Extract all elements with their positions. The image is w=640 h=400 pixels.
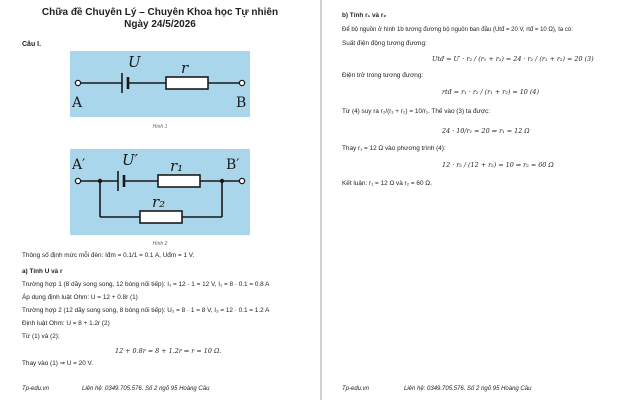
figure-1-caption: Hình 1 (152, 124, 168, 130)
label-r2: r₂ (152, 193, 166, 211)
result-U: Thay vào (1) ⇒ U = 20 V. (22, 360, 94, 367)
right-page (322, 0, 640, 400)
case-1-line: Trường hợp 1 (8 dãy song song, 12 bóng nối tiếp): I₁ = 12 · 1 = 12 V, I₁ = 8 · 0.1 = 0.8 A (22, 281, 270, 288)
label-r: r (181, 59, 189, 77)
document-date: Ngày 24/5/2026 (124, 19, 196, 30)
solve-r1-equation: 24 · 10/r₁ = 20 ⇒ r₁ = 12 Ω (442, 127, 530, 135)
solve-r2-equation: 12 · r₂ / (12 + r₂) = 10 ⇒ r₂ = 60 Ω (442, 161, 554, 169)
ohm-law-2: Định luật Ohm: U = 8 + 1.2r (2) (22, 320, 110, 327)
equation-4: rtđ = r₁ · r₂ / (r₁ + r₂) = 10 (4) (442, 88, 539, 96)
from-1-and-2: Từ (1) và (2): (22, 333, 60, 340)
rated-parameters: Thông số định mức mỗi đèn: Iđm = 0.1/1 = 0.1 A, Uđm = 1 V. (22, 252, 195, 259)
terminal-b: B (236, 95, 247, 111)
equation-3: Utđ = U′ · r₂ / (r₁ + r₂) = 24 · r₂ / (r₁ + r₂) = 20 (3) (432, 55, 594, 63)
case-2-line: Trường hợp 2 (12 dãy song song, 8 bóng nối tiếp): U₂ = 8 · 1 = 8 V, I₂ = 12 · 0.1 = 1.2 A (22, 307, 270, 314)
part-b-heading: b) Tính r₁ và r₂ (342, 12, 387, 19)
terminal-a-prime: A′ (72, 157, 86, 173)
footer-contact: Liên hệ: 0349.705.576. Số 2 ngõ 95 Hoàng Cầu (82, 386, 210, 392)
ohm-law-1: Áp dụng định luật Ohm: U = 12 + 0.8r (1) (22, 294, 138, 301)
resistor-r2 (140, 211, 182, 223)
conclusion: Kết luận: r₁ = 12 Ω và r₂ = 60 Ω. (342, 180, 432, 187)
emf-equivalent-label: Suất điện động tương đương: (342, 40, 427, 47)
solve-r-equation: 12 + 0.8r = 8 + 1.2r ⇒ r = 10 Ω. (115, 347, 222, 355)
substitute-r1-text: Thay r₁ = 12 Ω vào phương trình (4): (342, 145, 446, 152)
terminal-a: A (72, 95, 83, 111)
equivalence-condition: Để bộ nguồn ở hình 1b tương đương bộ nguồn ban đầu (Utđ = 20 V, rtđ = 10 Ω), ta có: (342, 27, 573, 33)
part-a-heading: a) Tính U và r (22, 268, 63, 275)
circuit-figure-1 (70, 51, 250, 117)
figure-2-caption: Hình 2 (152, 241, 168, 247)
footer-site: Tp-edu.vn (22, 386, 50, 392)
terminal-b-prime: B′ (226, 157, 240, 173)
internal-resistance-label: Điện trở trong tương đương: (342, 72, 424, 79)
resistor-r1 (158, 175, 200, 187)
label-U: U (128, 53, 141, 71)
substitution-text: Từ (4) suy ra r₂/(r₁ + r₂) = 10/r₁. Thế vào (3) ta được: (342, 108, 490, 115)
circuit-figure-2 (70, 149, 250, 235)
document-title: Chữa đề Chuyên Lý – Chuyên Khoa học Tự nhiên (41, 7, 279, 18)
label-U-prime: U′ (122, 151, 139, 169)
resistor-r (166, 77, 208, 89)
label-r1: r₁ (170, 157, 184, 175)
footer-site-right: Tp-edu.vn (342, 386, 370, 392)
footer-contact-right: Liên hệ: 0349.705.576. Số 2 ngõ 95 Hoàng Cầu (404, 386, 532, 392)
section-heading: Câu I. (22, 41, 42, 48)
